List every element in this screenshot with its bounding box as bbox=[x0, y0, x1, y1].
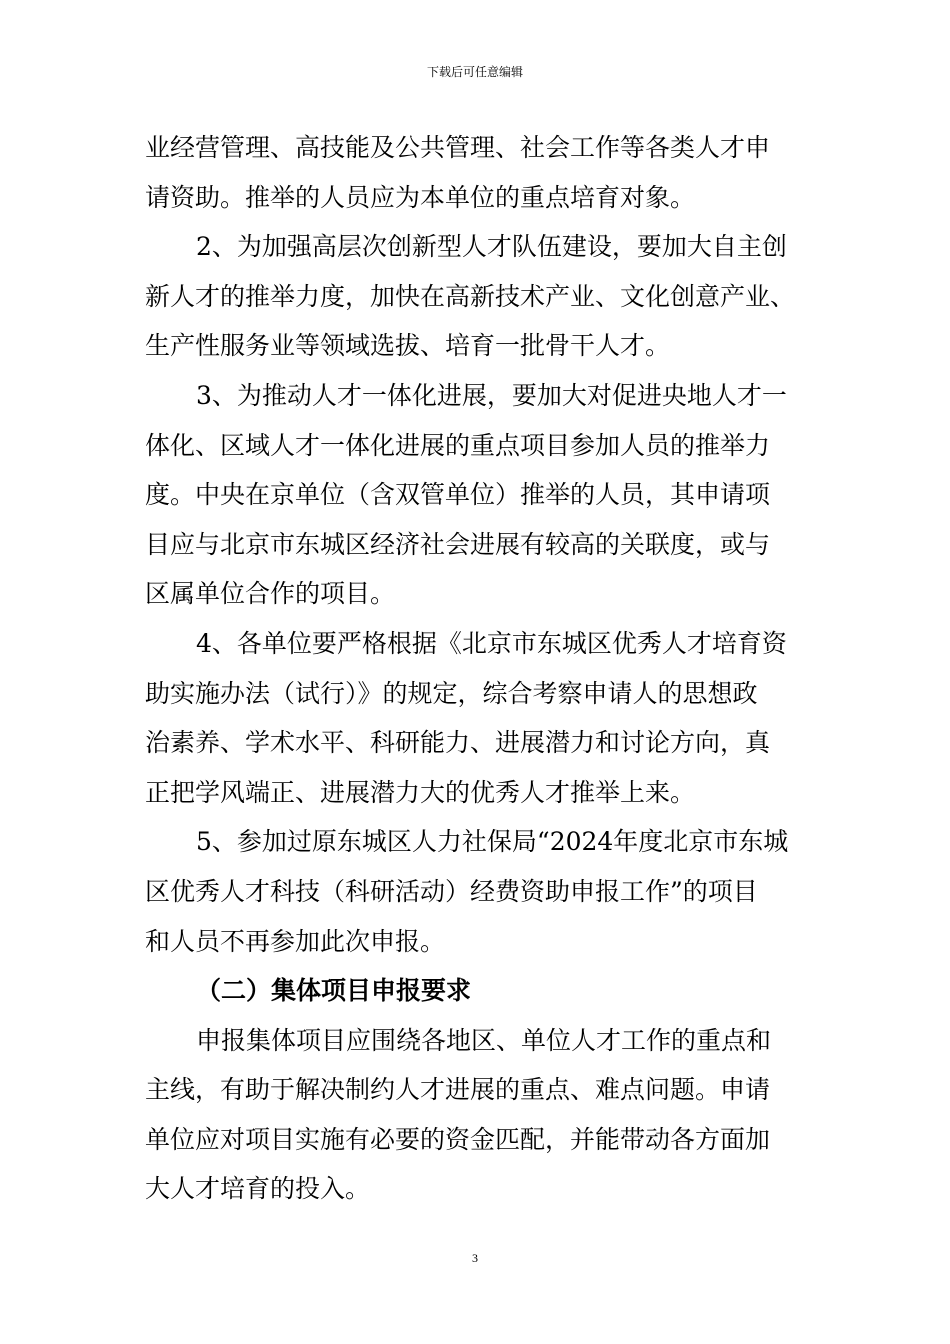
text-line: 2、为加强高层次创新型人才队伍建设，要加大自主创 bbox=[196, 232, 787, 262]
page-header: 下载后可任意编辑 bbox=[426, 65, 523, 79]
document-body bbox=[145, 123, 801, 1214]
text-line: 体化、区域人才一体化进展的重点项目参加人员的推举力 bbox=[145, 430, 771, 460]
text-line: 申报集体项目应围绕各地区、单位人才工作的重点和 bbox=[196, 1025, 772, 1055]
text-line: 正把学风端正、进展潜力大的优秀人才推举上来。 bbox=[145, 777, 696, 807]
page-number: 3 bbox=[472, 1251, 478, 1265]
text-line: 生产性服务业等领域选拔、培育一批骨干人才。 bbox=[145, 331, 671, 361]
text-line: 4、各单位要严格根据《北京市东城区优秀人才培育资 bbox=[196, 628, 787, 658]
text-line: 和人员不再参加此次申报。 bbox=[145, 926, 446, 956]
text-line: 3、为推动人才一体化进展，要加大对促进央地人才一 bbox=[196, 380, 787, 410]
body-text bbox=[145, 123, 801, 1214]
text-line: 单位应对项目实施有必要的资金匹配，并能带动各方面加 bbox=[145, 1124, 771, 1154]
text-line: 新人才的推举力度，加快在高新技术产业、文化创意产业、 bbox=[145, 281, 796, 311]
text-line: 主线，有助于解决制约人才进展的重点、难点问题。申请 bbox=[145, 1075, 771, 1105]
text-line: 治素养、学术水平、科研能力、进展潜力和讨论方向，真 bbox=[145, 728, 771, 758]
text-line: 请资助。推举的人员应为本单位的重点培育对象。 bbox=[145, 182, 696, 212]
text-line: 助实施办法（试行）》的规定，综合考察申请人的思想政 bbox=[145, 678, 758, 708]
text-line: 区优秀人才科技（科研活动）经费资助申报工作”的项目 bbox=[145, 876, 758, 906]
text-line: 业经营管理、高技能及公共管理、社会工作等各类人才申 bbox=[145, 133, 771, 162]
section-heading: （二）集体项目申报要求 bbox=[196, 976, 472, 1006]
text-line: 5、参加过原东城区人力社保局“2024年度北京市东城 bbox=[196, 827, 789, 857]
text-line: 区属单位合作的项目。 bbox=[145, 579, 396, 609]
text-line: 度。中央在京单位（含双管单位）推举的人员，其申请项 bbox=[145, 480, 771, 510]
text-line: 大人才培育的投入。 bbox=[145, 1174, 371, 1204]
text-line: 目应与北京市东城区经济社会进展有较高的关联度，或与 bbox=[145, 529, 771, 559]
